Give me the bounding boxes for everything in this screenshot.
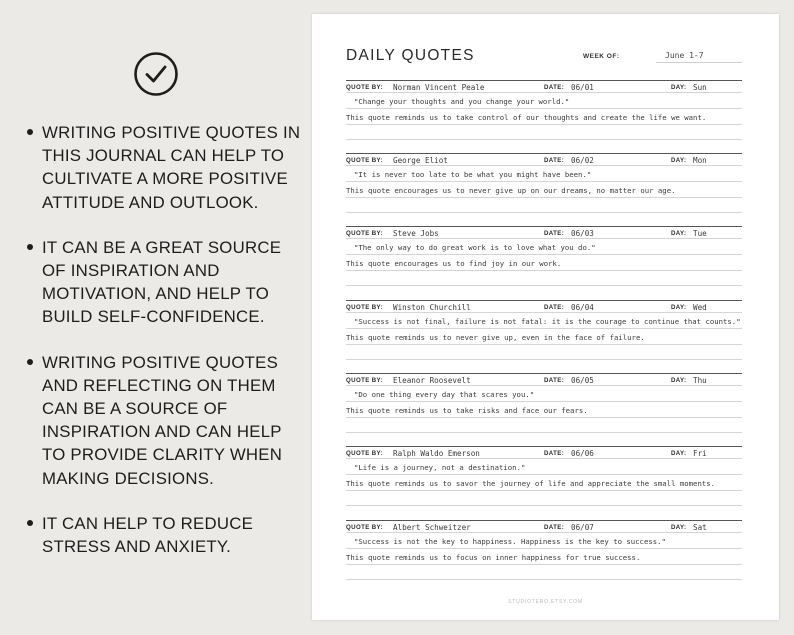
entry-rule	[346, 312, 742, 313]
entry-rule	[346, 181, 742, 182]
week-of-value: June 1-7	[665, 51, 704, 60]
quote-author: George Eliot	[393, 156, 448, 165]
page-footer: STUDIOTERO.ETSY.COM	[508, 599, 583, 605]
quote-by-label: QUOTE BY:	[346, 157, 384, 164]
date-label: DATE:	[544, 450, 565, 457]
entry-rule	[346, 238, 742, 239]
date-label: DATE:	[544, 84, 565, 91]
benefits-list	[22, 121, 302, 580]
reflection-text: This quote encourages us to find joy in our work.	[346, 259, 562, 268]
benefit-item: WRITING POSITIVE QUOTES IN THIS JOURNAL CAN HELP TO CULTIVATE A MORE POSITIVE ATTITUDE AND OUTLOOK.	[22, 121, 302, 214]
entry-rule	[346, 285, 742, 286]
journal-entry	[346, 80, 742, 153]
entry-rule	[346, 254, 742, 255]
quote-text: "It is never too late to be what you might have been."	[354, 170, 592, 179]
entry-day: Mon	[693, 156, 707, 165]
reflection-text: This quote reminds us to savor the journey of life and appreciate the small moments.	[346, 479, 716, 488]
day-label: DAY:	[671, 377, 687, 384]
entry-rule	[346, 359, 742, 360]
benefit-item: IT CAN HELP TO REDUCE STRESS AND ANXIETY.	[22, 512, 302, 558]
entry-rule	[346, 532, 742, 533]
entry-rule	[346, 165, 742, 166]
entry-date: 06/05	[571, 376, 594, 385]
week-of-label: WEEK OF:	[583, 53, 620, 60]
entry-rule	[346, 344, 742, 345]
quote-text: "Change your thoughts and you change your world."	[354, 97, 570, 106]
reflection-text: This quote encourages us to never give up on our dreams, no matter our age.	[346, 186, 676, 195]
entry-rule	[346, 458, 742, 459]
journal-entry	[346, 520, 742, 593]
entry-day: Fri	[693, 449, 707, 458]
reflection-text: This quote reminds us to focus on inner happiness for true success.	[346, 553, 641, 562]
date-label: DATE:	[544, 230, 565, 237]
date-label: DATE:	[544, 377, 565, 384]
reflection-text: This quote reminds us to take control of our thoughts and create the life we want.	[346, 113, 707, 122]
journal-entry	[346, 446, 742, 519]
day-label: DAY:	[671, 304, 687, 311]
entry-rule	[346, 564, 742, 565]
entry-date: 06/02	[571, 156, 594, 165]
entry-rule	[346, 139, 742, 140]
entry-rule	[346, 212, 742, 213]
quote-by-label: QUOTE BY:	[346, 377, 384, 384]
entry-rule	[346, 385, 742, 386]
entry-rule	[346, 474, 742, 475]
date-label: DATE:	[544, 304, 565, 311]
quote-author: Albert Schweitzer	[393, 523, 471, 532]
week-of-line	[656, 62, 742, 63]
day-label: DAY:	[671, 450, 687, 457]
entry-rule	[346, 328, 742, 329]
quote-by-label: QUOTE BY:	[346, 524, 384, 531]
entry-rule	[346, 108, 742, 109]
entry-day: Sat	[693, 523, 707, 532]
benefit-item: IT CAN BE A GREAT SOURCE OF INSPIRATION AND MOTIVATION, AND HELP TO BUILD SELF-CONFIDENCE.	[22, 236, 302, 329]
entry-rule	[346, 92, 742, 93]
left-panel	[0, 0, 306, 635]
quote-text: "Do one thing every day that scares you."	[354, 390, 535, 399]
quote-author: Eleanor Roosevelt	[393, 376, 471, 385]
entry-rule	[346, 197, 742, 198]
entry-rule	[346, 432, 742, 433]
entry-rule	[346, 270, 742, 271]
entry-date: 06/07	[571, 523, 594, 532]
entry-rule	[346, 505, 742, 506]
journal-entry	[346, 226, 742, 299]
quote-by-label: QUOTE BY:	[346, 304, 384, 311]
journal-page	[312, 14, 779, 620]
check-circle-icon	[133, 51, 179, 97]
quote-by-label: QUOTE BY:	[346, 84, 384, 91]
journal-entry	[346, 300, 742, 373]
date-label: DATE:	[544, 524, 565, 531]
entry-rule	[346, 401, 742, 402]
reflection-text: This quote reminds us to never give up, even in the face of failure.	[346, 333, 645, 342]
quote-author: Steve Jobs	[393, 229, 439, 238]
day-label: DAY:	[671, 84, 687, 91]
quote-text: "The only way to do great work is to love what you do."	[354, 243, 596, 252]
journal-entry	[346, 153, 742, 226]
entry-rule	[346, 417, 742, 418]
quote-text: "Success is not final, failure is not fatal: it is the courage to continue that counts."	[354, 317, 741, 326]
quote-by-label: QUOTE BY:	[346, 450, 384, 457]
day-label: DAY:	[671, 524, 687, 531]
benefit-item: WRITING POSITIVE QUOTES AND REFLECTING ON THEM CAN BE A SOURCE OF INSPIRATION AND CAN HELP TO PROVIDE CLARITY WHEN MAKING DECISIONS.	[22, 351, 302, 490]
entry-rule	[346, 548, 742, 549]
date-label: DATE:	[544, 157, 565, 164]
entry-day: Tue	[693, 229, 707, 238]
entry-rule	[346, 579, 742, 580]
entry-day: Wed	[693, 303, 707, 312]
entry-day: Thu	[693, 376, 707, 385]
entry-date: 06/03	[571, 229, 594, 238]
entry-rule	[346, 124, 742, 125]
day-label: DAY:	[671, 230, 687, 237]
day-label: DAY:	[671, 157, 687, 164]
entry-date: 06/06	[571, 449, 594, 458]
quote-text: "Life is a journey, not a destination."	[354, 463, 526, 472]
entry-date: 06/04	[571, 303, 594, 312]
quote-text: "Success is not the key to happiness. Happiness is the key to success."	[354, 537, 666, 546]
quote-author: Ralph Waldo Emerson	[393, 449, 480, 458]
quote-by-label: QUOTE BY:	[346, 230, 384, 237]
entry-day: Sun	[693, 83, 707, 92]
journal-entry	[346, 373, 742, 446]
page-title: DAILY QUOTES	[346, 47, 475, 64]
reflection-text: This quote reminds us to take risks and face our fears.	[346, 406, 588, 415]
entry-rule	[346, 490, 742, 491]
entry-date: 06/01	[571, 83, 594, 92]
quote-author: Winston Churchill	[393, 303, 471, 312]
quote-author: Norman Vincent Peale	[393, 83, 485, 92]
